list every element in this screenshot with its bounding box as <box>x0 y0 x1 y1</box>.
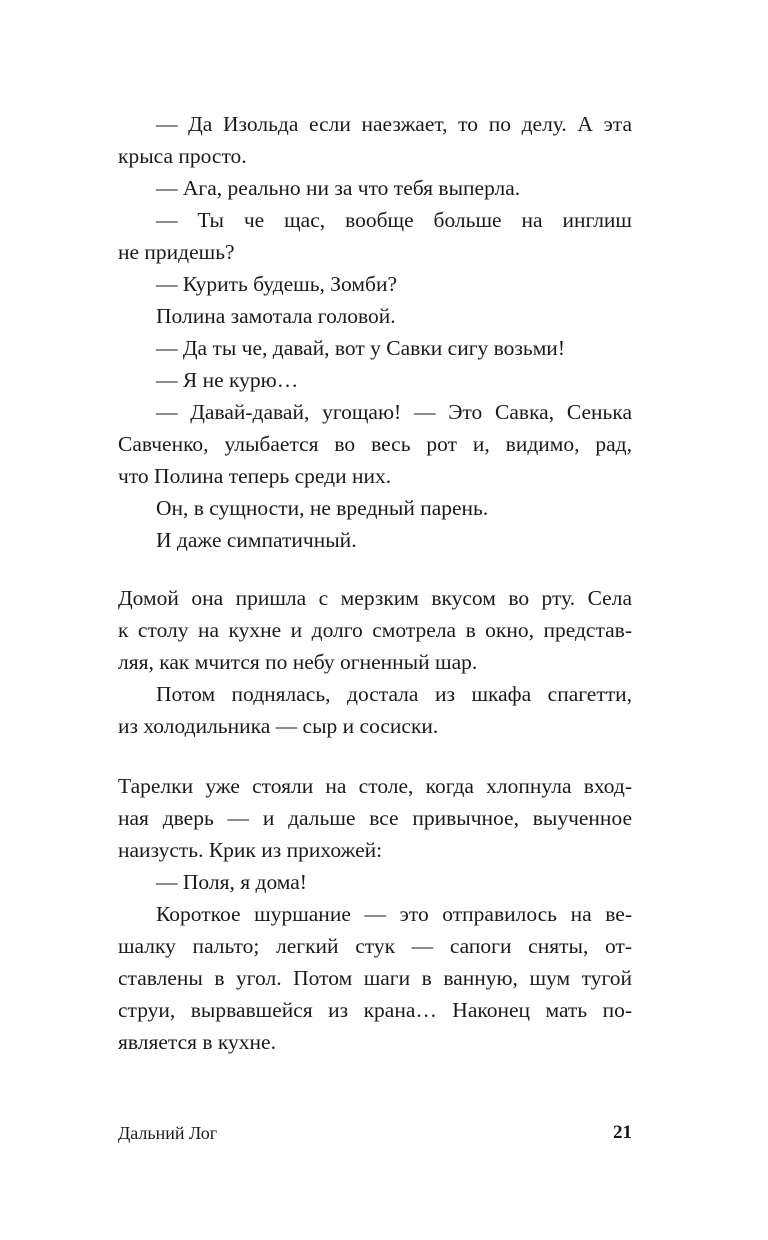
text-line: Савченко, улыбается во весь рот и, видимо, рад, <box>118 432 632 456</box>
text-line: ставлены в угол. Потом шаги в ванную, шум тугой <box>118 966 632 990</box>
text-line: крыса просто. <box>118 144 247 168</box>
page-number: 21 <box>613 1122 632 1143</box>
text-line: шалку пальто; легкий стук — сапоги сняты, от- <box>118 934 632 958</box>
book-page <box>118 108 632 1148</box>
text-line: ляя, как мчится по небу огненный шар. <box>118 650 478 674</box>
text-line: — Давай-давай, угощаю! — Это Савка, Сенька <box>156 400 632 424</box>
text-line: Тарелки уже стояли на столе, когда хлопнула вход- <box>118 774 632 798</box>
running-title: Дальний Лог <box>118 1123 218 1143</box>
page-footer <box>118 1120 632 1146</box>
text-line: Полина замотала головой. <box>156 304 396 328</box>
text-line: является в кухне. <box>118 1030 276 1054</box>
text-line: Он, в сущности, не вредный парень. <box>156 496 489 520</box>
text-line: к столу на кухне и долго смотрела в окно, представ- <box>118 618 632 642</box>
text-line: не придешь? <box>118 240 235 264</box>
text-line: — Да ты че, давай, вот у Савки сигу возьми! <box>156 336 565 360</box>
text-line: — Курить будешь, Зомби? <box>156 272 397 296</box>
text-line: что Полина теперь среди них. <box>118 464 392 488</box>
text-line: — Поля, я дома! <box>156 870 307 894</box>
text-line: Домой она пришла с мерзким вкусом во рту. Села <box>118 586 632 610</box>
text-line: — Ага, реально ни за что тебя выперла. <box>156 176 521 200</box>
text-line: ная дверь — и дальше все привычное, выученное <box>118 806 632 830</box>
text-line: И даже симпатичный. <box>156 528 357 552</box>
text-line: Короткое шуршание — это отправилось на ве- <box>156 902 632 926</box>
text-line: — Я не курю… <box>156 368 299 392</box>
text-line: из холодильника — сыр и сосиски. <box>118 714 439 738</box>
text-line: Потом поднялась, достала из шкафа спагетти, <box>156 682 632 706</box>
text-line: струи, вырвавшейся из крана… Наконец мать по- <box>118 998 632 1022</box>
text-line: — Да Изольда если наезжает, то по делу. А эта <box>156 112 632 136</box>
text-line: наизусть. Крик из прихожей: <box>118 838 383 862</box>
text-line: — Ты че щас, вообще больше на инглиш <box>156 208 632 232</box>
